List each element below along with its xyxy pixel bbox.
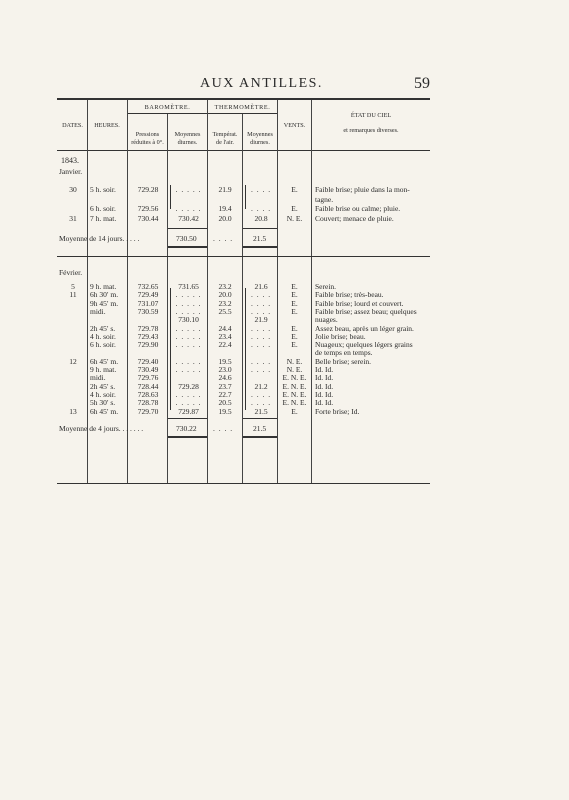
cell-moyenne-thermometre: 21.2 xyxy=(254,381,268,391)
cell-etat: Id. Id. xyxy=(315,389,334,399)
cell-vent: E. xyxy=(291,331,298,341)
feb-avg-bottom-rule xyxy=(168,436,207,438)
cell-temperature: 25.5 xyxy=(218,306,232,316)
cell-moyenne-thermometre: 21.9 xyxy=(254,315,268,325)
cell-temperature: 20.0 xyxy=(218,213,232,223)
cell-vent: E. xyxy=(291,340,298,350)
cell-moyenne-barometre: . . . . . xyxy=(175,331,202,341)
cell-vent: E. xyxy=(291,306,298,316)
year-label: 1843. xyxy=(61,156,79,165)
month-label-february: Février. xyxy=(59,268,83,277)
cell-pression: 730.44 xyxy=(137,213,159,223)
cell-vent: E. xyxy=(291,204,298,213)
cell-vent: E. xyxy=(291,290,298,300)
cell-moyenne-thermometre: . . . . xyxy=(250,185,272,194)
cell-etat: Assez beau, après un léger grain. xyxy=(315,323,414,333)
cell-moyenne-thermometre: . . . . xyxy=(250,331,272,341)
feb-average-temp: 21.5 xyxy=(253,424,267,433)
cell-etat: Id. Id. xyxy=(315,365,334,374)
cell-pression: 729.76 xyxy=(137,373,159,383)
header-heures: HEURES. xyxy=(94,122,120,129)
cell-moyenne-thermometre: 21.5 xyxy=(254,406,268,416)
cell-moyenne-barometre: 729.87 xyxy=(178,406,199,416)
cell-temperature: 19.5 xyxy=(218,356,232,366)
cell-heure: 4 h. soir. xyxy=(90,389,116,399)
jan-average-pression: 730.50 xyxy=(176,234,197,243)
cell-pression: 728.78 xyxy=(137,398,159,408)
cell-heure: 6h 45′ m. xyxy=(90,356,119,366)
jan-average-temp-dots: . . . . xyxy=(213,234,234,243)
cell-heure: midi. xyxy=(90,373,106,383)
jan-avg-bottom-rule xyxy=(168,246,207,248)
cell-vent: E. N. E. xyxy=(282,398,307,408)
cell-etat: Nuageux; quelques légers grains xyxy=(315,340,413,350)
running-head-title: AUX ANTILLES. xyxy=(200,76,323,91)
cell-moyenne-barometre: 730.42 xyxy=(178,213,199,223)
baro-bracket-feb-2 xyxy=(170,356,174,410)
cell-moyenne-barometre: . . . . . xyxy=(175,365,202,374)
cell-moyenne-barometre: . . . . . xyxy=(175,204,202,213)
cell-moyenne-barometre: . . . . . xyxy=(175,356,202,366)
cell-date: 12 xyxy=(69,356,77,366)
cell-moyenne-thermometre: . . . . xyxy=(250,389,272,399)
cell-moyenne-barometre: . . . . . xyxy=(175,298,202,308)
cell-moyenne-thermometre: . . . . xyxy=(250,356,272,366)
cell-etat: Id. Id. xyxy=(315,373,334,383)
cell-temperature: 23.2 xyxy=(218,298,232,308)
cell-moyenne-thermometre: . . . . xyxy=(250,290,272,300)
cell-heure: 7 h. mat. xyxy=(90,213,117,223)
cell-moyenne-thermometre: . . . . xyxy=(250,340,272,350)
baro-bracket-jan xyxy=(170,185,174,209)
cell-moyenne-barometre: 731.65 xyxy=(178,282,199,291)
cell-heure: 5 h. soir. xyxy=(90,185,116,194)
month-label-january: Janvier. xyxy=(59,167,83,176)
cell-moyenne-barometre: 730.10 xyxy=(178,315,199,325)
cell-etat: tagne. xyxy=(315,194,334,204)
cell-pression: 728.63 xyxy=(137,389,159,399)
cell-moyenne-barometre: . . . . . xyxy=(175,340,202,350)
cell-moyenne-barometre: . . . . . xyxy=(175,185,202,194)
cell-temperature: 23.0 xyxy=(218,365,232,374)
cell-etat: nuages. xyxy=(315,315,338,325)
cell-temperature: 22.7 xyxy=(218,389,232,399)
cell-temperature: 24.4 xyxy=(218,323,232,333)
cell-pression: 729.40 xyxy=(137,356,159,366)
cell-heure: midi. xyxy=(90,306,106,316)
cell-vent: E. xyxy=(291,185,298,194)
cell-etat: Id. Id. xyxy=(315,381,334,391)
cell-date: 31 xyxy=(69,213,77,223)
header-temperat-1: Températ. xyxy=(212,131,238,138)
cell-etat: Faible brise ou calme; pluie. xyxy=(315,204,401,213)
table-top-rule xyxy=(57,98,430,100)
cell-moyenne-barometre: . . . . . xyxy=(175,323,202,333)
cell-pression: 730.59 xyxy=(137,306,159,316)
cell-moyenne-thermometre: . . . . xyxy=(250,365,272,374)
cell-moyenne-thermometre: . . . . xyxy=(250,298,272,308)
cell-pression: 729.56 xyxy=(137,204,159,213)
cell-heure: 2h 45′ s. xyxy=(90,381,116,391)
header-moyennes-baro-1: Moyennes xyxy=(174,131,201,138)
cell-date: 5 xyxy=(71,282,75,291)
cell-heure: 6h 45′ m. xyxy=(90,406,119,416)
cell-etat: Faible brise; assez beau; quelques xyxy=(315,306,417,316)
feb-average-temp-dots: . . . . xyxy=(213,424,234,433)
cell-heure: 6 h. soir. xyxy=(90,340,116,350)
thermo-bracket-feb-2 xyxy=(245,356,249,410)
cell-date: 13 xyxy=(69,406,77,416)
header-barometre: BAROMÈTRE. xyxy=(144,104,191,111)
cell-vent: N. E. xyxy=(286,356,303,366)
col-line xyxy=(242,114,243,484)
header-moyennes-thermo-1: Moyennes xyxy=(247,131,273,138)
cell-etat: Faible brise; pluie dans la mon- xyxy=(315,185,410,194)
cell-date: 11 xyxy=(69,290,77,300)
col-line xyxy=(311,100,312,484)
cell-pression: 729.90 xyxy=(137,340,159,350)
cell-temperature: 24.6 xyxy=(218,373,232,383)
feb-avg-bottom-rule-2 xyxy=(243,436,277,438)
col-line xyxy=(167,114,168,484)
thermometre-underline xyxy=(208,113,277,114)
cell-vent: N. E. xyxy=(286,213,303,223)
cell-heure: 4 h. soir. xyxy=(90,331,116,341)
cell-moyenne-thermometre: . . . . xyxy=(250,323,272,333)
header-moyennes-baro-2: diurnes. xyxy=(177,139,198,146)
cell-vent: E. N. E. xyxy=(282,373,307,383)
cell-pression: 729.78 xyxy=(137,323,159,333)
cell-pression: 730.49 xyxy=(137,365,159,374)
barometre-underline xyxy=(128,113,207,114)
jan-avg-top-rule xyxy=(168,228,207,229)
cell-heure: 2h 45′ s. xyxy=(90,323,116,333)
cell-etat: Belle brise; serein. xyxy=(315,356,372,366)
page-number: 59 xyxy=(414,75,430,92)
cell-heure: 9 h. mat. xyxy=(90,365,117,374)
cell-vent: E. xyxy=(291,298,298,308)
cell-moyenne-barometre: 729.28 xyxy=(178,381,199,391)
cell-vent: E. N. E. xyxy=(282,381,307,391)
cell-etat: Id. Id. xyxy=(315,398,334,408)
cell-temperature: 23.2 xyxy=(218,282,232,291)
cell-pression: 729.43 xyxy=(137,331,159,341)
header-pressions-2: réduites à 0°. xyxy=(131,139,164,146)
feb-average-label: Moyenne de 4 jours. . . . . . . xyxy=(59,424,144,433)
header-temperat-2: de l'air. xyxy=(216,139,234,146)
thermo-bracket-feb-1 xyxy=(245,288,249,360)
cell-temperature: 22.4 xyxy=(218,340,232,350)
cell-pression: 729.49 xyxy=(137,290,159,300)
table-bottom-rule xyxy=(57,483,430,484)
cell-vent: E. N. E. xyxy=(282,389,307,399)
cell-temperature: 19.4 xyxy=(218,204,232,213)
baro-bracket-feb-1 xyxy=(170,288,174,360)
header-dates: DATES. xyxy=(62,122,83,129)
cell-moyenne-thermometre: . . . . xyxy=(250,306,272,316)
cell-etat: Jolie brise; beau. xyxy=(315,331,366,341)
cell-heure: 9 h. mat. xyxy=(90,282,117,291)
cell-heure: 6h 30′ m. xyxy=(90,290,119,300)
header-bottom-rule xyxy=(57,150,430,151)
cell-pression: 729.28 xyxy=(137,185,159,194)
cell-heure: 5h 30′ s. xyxy=(90,398,116,408)
cell-etat: Serein. xyxy=(315,282,337,291)
cell-temperature: 23.4 xyxy=(218,331,232,341)
cell-etat: Forte brise; Id. xyxy=(315,406,360,416)
col-line xyxy=(207,100,208,484)
cell-pression: 729.70 xyxy=(137,406,159,416)
cell-temperature: 21.9 xyxy=(218,185,232,194)
cell-vent: E. xyxy=(291,406,298,416)
cell-moyenne-thermometre: 21.6 xyxy=(254,282,268,291)
cell-etat: de temps en temps. xyxy=(315,348,373,358)
feb-average-pression: 730.22 xyxy=(176,424,197,433)
cell-pression: 728.44 xyxy=(137,381,159,391)
cell-vent: N. E. xyxy=(286,365,303,374)
jan-avg-bottom-rule-2 xyxy=(243,246,277,248)
header-pressions-1: Pressions xyxy=(135,131,160,138)
jan-average-temp: 21.5 xyxy=(253,234,267,243)
header-moyennes-thermo-2: diurnes. xyxy=(250,139,270,146)
header-vents: VENTS. xyxy=(283,122,306,129)
cell-vent: E. xyxy=(291,282,298,291)
cell-moyenne-barometre: . . . . . xyxy=(175,306,202,316)
cell-vent: E. xyxy=(291,323,298,333)
cell-etat: Couvert; menace de pluie. xyxy=(315,213,394,223)
cell-heure: 9h 45′ m. xyxy=(90,298,119,308)
feb-avg-top-rule-2 xyxy=(243,418,277,419)
cell-temperature: 23.7 xyxy=(218,381,232,391)
header-etat-1: ÉTAT DU CIEL xyxy=(350,112,392,119)
cell-moyenne-barometre: . . . . . xyxy=(175,389,202,399)
cell-moyenne-thermometre: . . . . xyxy=(250,204,272,213)
cell-temperature: 19.5 xyxy=(218,406,232,416)
cell-moyenne-thermometre: . . . . xyxy=(250,398,272,408)
header-etat-2: et remarques diverses. xyxy=(343,127,399,134)
jan-avg-top-rule-2 xyxy=(243,228,277,229)
cell-temperature: 20.0 xyxy=(218,290,232,300)
cell-etat: Faible brise; très-beau. xyxy=(315,290,384,300)
cell-etat: Faible brise; lourd et couvert. xyxy=(315,298,404,308)
cell-pression: 732.65 xyxy=(137,282,159,291)
cell-heure: 6 h. soir. xyxy=(90,204,116,213)
col-line xyxy=(277,100,278,484)
cell-pression: 731.07 xyxy=(137,298,159,308)
jan-average-label: Moyenne de 14 jours. . . . . xyxy=(59,234,140,243)
cell-moyenne-thermometre: 20.8 xyxy=(254,213,268,223)
cell-moyenne-barometre: . . . . . xyxy=(175,290,202,300)
feb-avg-top-rule xyxy=(168,418,207,419)
thermo-bracket-jan xyxy=(245,185,249,209)
cell-moyenne-barometre: . . . . . xyxy=(175,398,202,408)
section-divider xyxy=(57,256,430,257)
cell-temperature: 20.5 xyxy=(218,398,232,408)
cell-date: 30 xyxy=(69,185,77,194)
header-thermometre: THERMOMÈTRE. xyxy=(214,104,271,111)
